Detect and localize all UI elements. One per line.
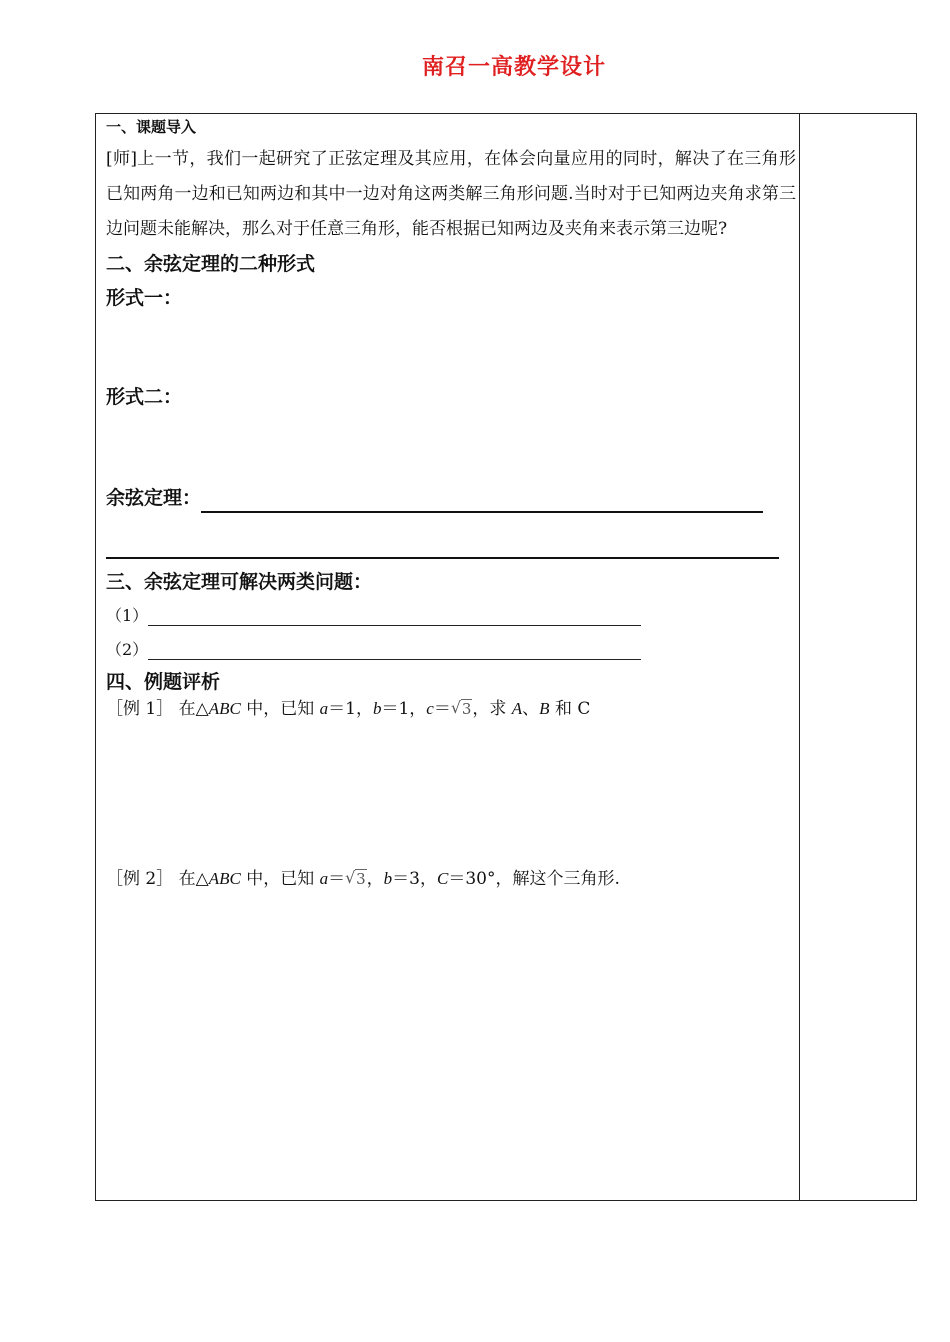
ex1-var-A: A: [511, 699, 523, 718]
ex1-prefix: ［例 1］ 在△: [106, 699, 209, 719]
ex2-eq2: ＝3，: [392, 869, 437, 889]
ex1-var-b: b: [372, 699, 382, 718]
ex1-var-c: c: [426, 699, 434, 718]
ex1-triangle: ABC: [208, 699, 241, 718]
problem-item-1-line: [148, 605, 641, 626]
ex1-tail2: 和 C: [549, 699, 591, 719]
section-heading-forms: 二、余弦定理的二种形式: [106, 253, 316, 275]
ex1-var-a: a: [319, 699, 329, 718]
section-heading-problems: 三、余弦定理可解决两类问题：: [106, 571, 373, 593]
ex2-eq3: ＝30°，解这个三角形.: [448, 869, 620, 889]
section-heading-intro: 一、课题导入: [106, 118, 197, 136]
ex1-sqrt-arg: 3: [461, 700, 472, 718]
ex1-tail1: ，求: [472, 699, 512, 719]
problem-item-2: [106, 639, 796, 660]
ex1-sep: 、: [522, 699, 540, 719]
ex1-var-B: B: [539, 699, 550, 718]
ex2-mid: 中，已知: [240, 869, 320, 889]
example-1-space: [106, 721, 796, 867]
ex1-eq1: ＝1，: [328, 699, 373, 719]
problem-item-2-line: [148, 639, 641, 660]
form-one-space: [106, 313, 796, 382]
section-heading-examples: 四、例题评析: [106, 671, 221, 693]
form-one-label: 形式一：: [106, 287, 183, 309]
ex1-mid: 中，已知: [240, 699, 320, 719]
ex1-eq3: ＝: [433, 699, 451, 719]
form-two-label: 形式二：: [106, 386, 183, 408]
ex2-var-C: C: [437, 869, 449, 888]
intro-paragraph: [师]上一节，我们一起研究了正弦定理及其应用，在体会向量应用的同时，解决了在三角形已知两角一边和已知两边和其中一边对角这两类解三角形问题.当时对于已知两边夹角求第三边问题未能解决，那么对于任意三角形，能否根据已知两边及夹角来表示第三边呢?: [106, 149, 796, 239]
theorem-blank-line-2: [106, 527, 779, 559]
problem-item-1-label: （1）: [106, 606, 149, 625]
ex2-eq1: ＝: [328, 869, 346, 889]
sqrt-symbol: √ 3: [450, 698, 472, 718]
problem-item-1: [106, 605, 796, 626]
ex2-comma: ，: [366, 869, 384, 889]
theorem-label: 余弦定理：: [106, 487, 202, 509]
sqrt-symbol: √ 3: [345, 868, 366, 888]
main-cell: [106, 116, 796, 891]
page-title: 南召一高教学设计: [421, 55, 606, 80]
ex2-prefix: ［例 2］ 在△: [106, 869, 209, 889]
ex2-triangle: ABC: [208, 869, 241, 888]
example-2: [106, 867, 796, 891]
theorem-blank-line: [201, 481, 763, 513]
ex2-var-b: b: [383, 869, 393, 888]
ex2-var-a: a: [319, 869, 329, 888]
problem-item-2-label: （2）: [106, 640, 149, 659]
form-two-space: [106, 412, 796, 481]
notes-column-divider: [799, 113, 800, 1201]
theorem-row: [106, 481, 796, 513]
ex1-eq2: ＝1，: [381, 699, 427, 719]
ex2-sqrt-arg: 3: [356, 870, 366, 888]
example-1: [106, 697, 796, 721]
